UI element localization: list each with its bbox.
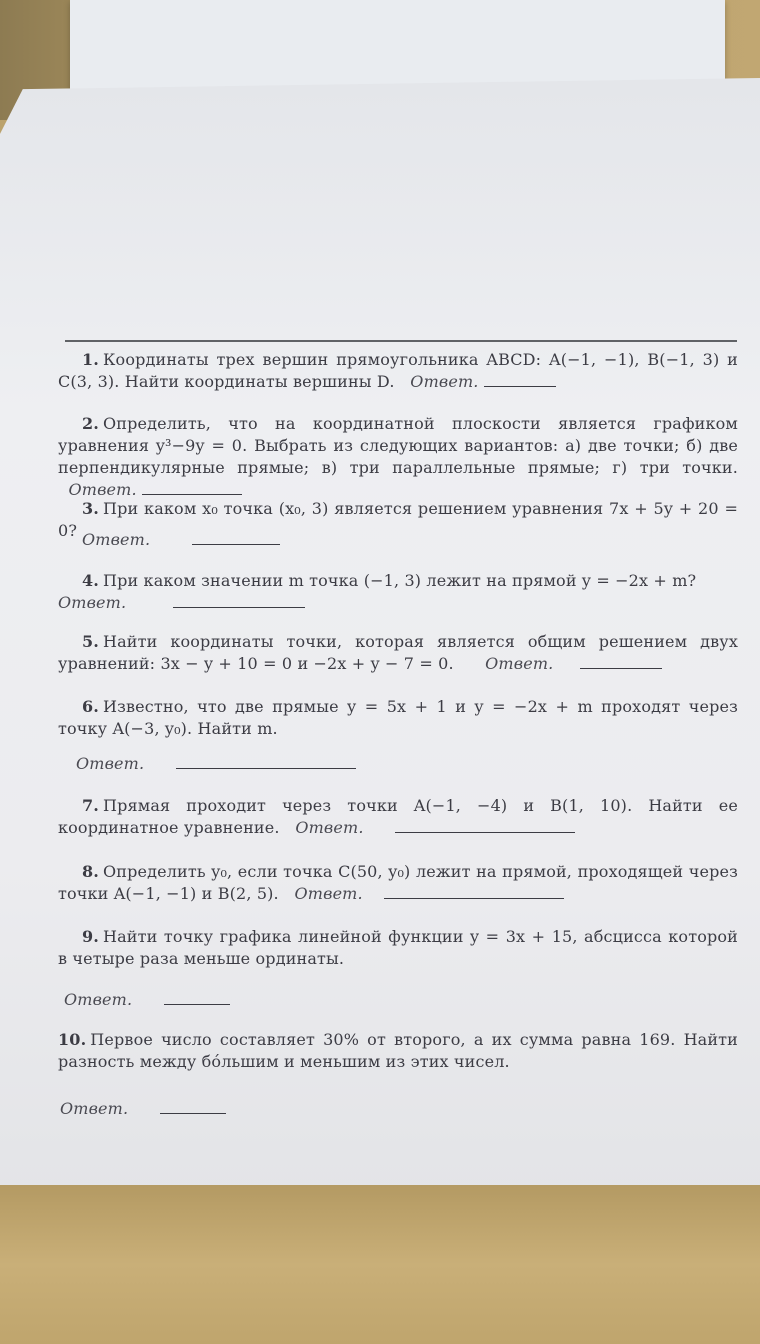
answer-label: Ответ. [68, 480, 137, 499]
problem-10 [58, 1029, 738, 1073]
problem-6 [58, 696, 738, 740]
answer-blank[interactable] [395, 818, 575, 833]
sheet-edge [65, 340, 737, 342]
problem-number: 8. [82, 862, 100, 881]
answer-blank[interactable] [192, 530, 280, 545]
problem-number: 9. [82, 927, 100, 946]
answer-blank[interactable] [384, 884, 564, 899]
problem-1 [58, 349, 738, 393]
problem-number: 6. [82, 697, 100, 716]
answer-label: Ответ. [294, 884, 363, 903]
answer-label: Ответ. [60, 1099, 129, 1118]
problem-text: Определить, что на координатной плоскости является графиком уравнения y³−9y = 0. Выбрать из следующих вариантов: а) две точки; б) две перпендикулярные прямые; в) три параллельные прямые; г) три точки. [58, 414, 738, 477]
problem-text: При каком x₀ точка (x₀, 3) является решением уравнения 7x + 5y + 20 = 0? [58, 499, 738, 540]
problem-number: 7. [82, 796, 100, 815]
problem-text: Координаты трех вершин прямоугольника ABCD: A(−1, −1), B(−1, 3) и C(3, 3). Найти координаты вершины D. [58, 350, 738, 391]
answer-blank[interactable] [173, 593, 305, 608]
problem-4 [58, 570, 738, 614]
problem-2 [58, 413, 738, 501]
answer-label: Ответ. [76, 754, 145, 773]
problem-5 [58, 631, 738, 675]
problem-text: Определить y₀, если точка C(50, y₀) лежит на прямой, проходящей через точки A(−1, −1) и B(2, 5). [58, 862, 738, 903]
problem-number: 2. [82, 414, 100, 433]
answer-label: Ответ. [410, 372, 479, 391]
answer-blank[interactable] [164, 990, 230, 1005]
desk-surface-bottom [0, 1185, 760, 1344]
answer-blank[interactable] [484, 372, 556, 387]
answer-label: Ответ. [58, 593, 127, 612]
answer-label: Ответ. [485, 654, 554, 673]
answer-row-9 [64, 989, 230, 1011]
answer-blank[interactable] [176, 754, 356, 769]
problem-number: 5. [82, 632, 100, 651]
answer-row-10 [60, 1098, 226, 1120]
answer-label: Ответ. [82, 530, 151, 549]
problem-number: 1. [82, 350, 100, 369]
problem-number: 3. [82, 499, 100, 518]
problem-number: 4. [82, 571, 100, 590]
problem-text: Найти точку графика линейной функции y = 3x + 15, абсцисса которой в четыре раза меньше ординаты. [58, 927, 738, 968]
answer-blank[interactable] [142, 480, 242, 495]
problem-text: Первое число составляет 30% от второго, а их сумма равна 169. Найти разность между бо́льшим и меньшим из этих чисел. [58, 1030, 738, 1071]
answer-row-6 [76, 753, 356, 775]
problem-text: Прямая проходит через точки A(−1, −4) и B(1, 10). Найти ее координатное уравнение. [58, 796, 738, 837]
problem-8 [58, 861, 738, 905]
answer-blank[interactable] [160, 1099, 226, 1114]
problem-7 [58, 795, 738, 839]
answer-blank[interactable] [580, 654, 662, 669]
problem-number: 10. [58, 1030, 87, 1049]
answer-label: Ответ. [64, 990, 133, 1009]
problem-text: Найти координаты точки, которая является общим решением двух уравнений: 3x − y + 10 = 0 и −2x + y − 7 = 0. [58, 632, 738, 673]
answer-label: Ответ. [295, 818, 364, 837]
problem-text: При каком значении m точка (−1, 3) лежит на прямой y = −2x + m? [103, 571, 697, 590]
problem-9 [58, 926, 738, 970]
problem-text: Известно, что две прямые y = 5x + 1 и y = −2x + m проходят через точку A(−3, y₀). Найти m. [58, 697, 738, 738]
answer-row-3 [82, 529, 280, 551]
